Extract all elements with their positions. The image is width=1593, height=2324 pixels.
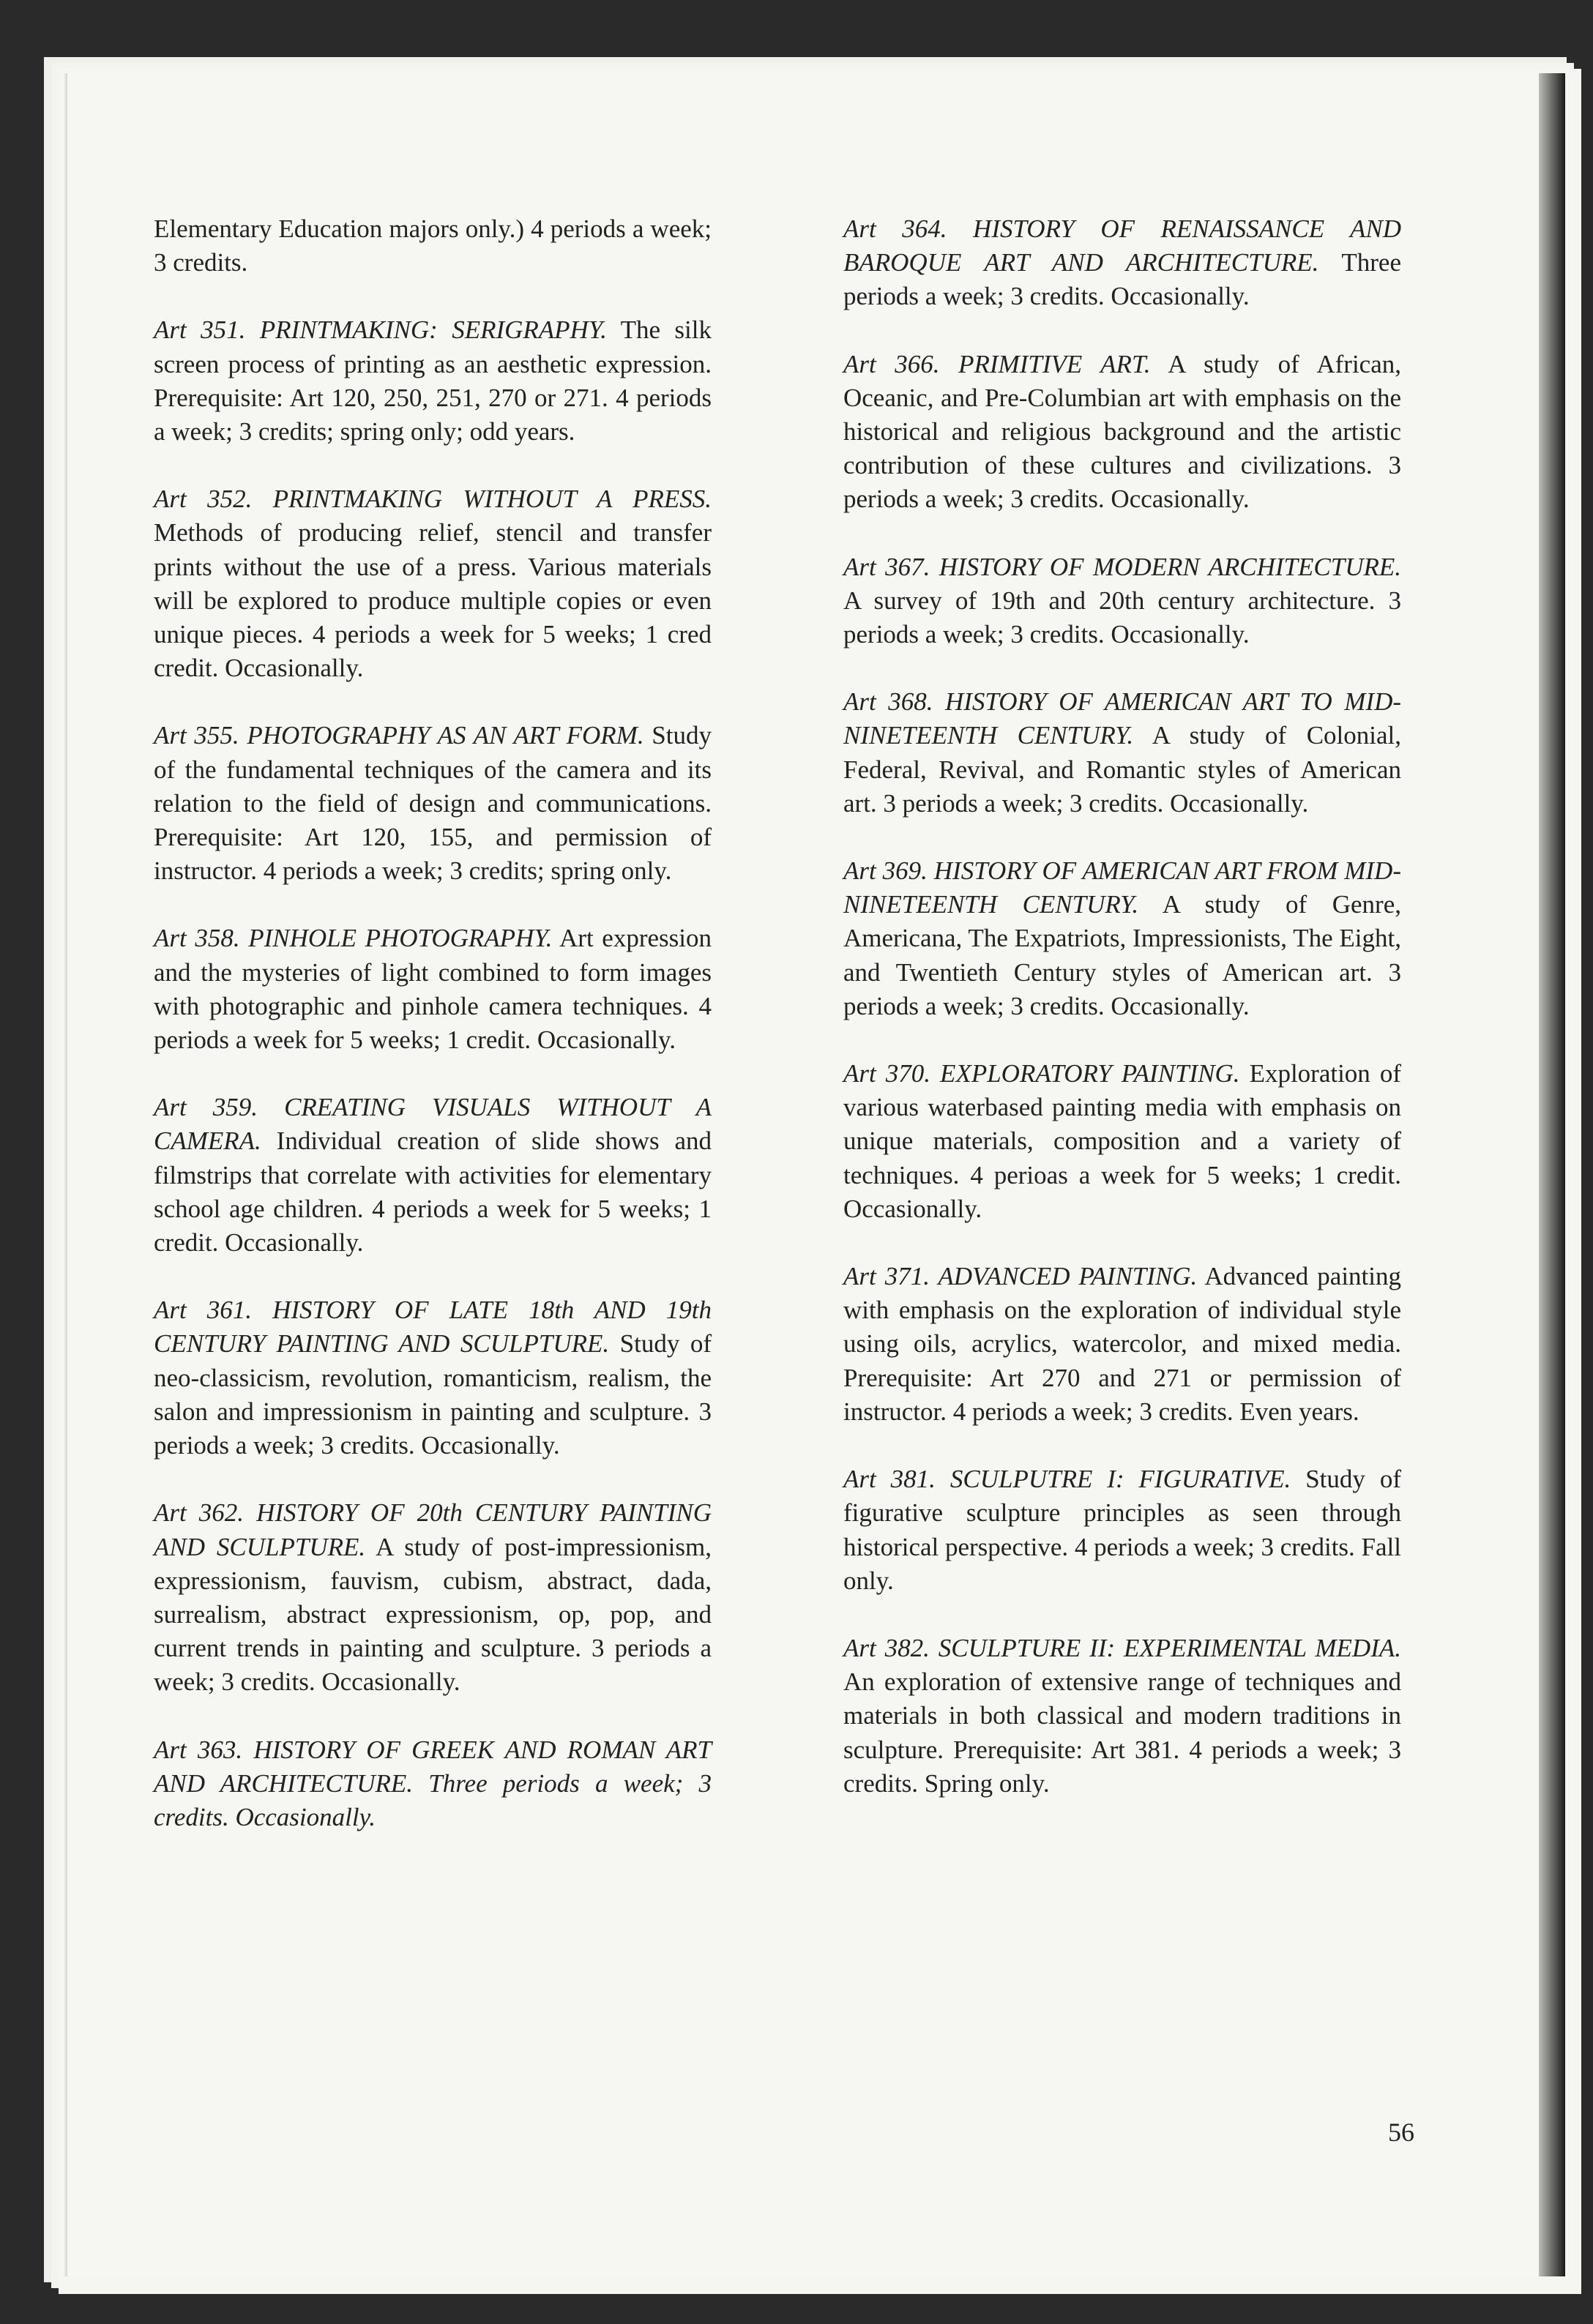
course-heading: Art 352. PRINTMAKING WITHOUT A PRESS. [154, 485, 712, 514]
course-heading: Art 371. ADVANCED PAINTING. [843, 1262, 1198, 1291]
course-entry-art-351 [154, 313, 712, 449]
course-entry-art-364 [843, 212, 1401, 314]
course-description: A study of Genre, Americana, The Expatriots, Impressionists, The Eight, and Twentieth Century styles of American art. 3 periods a week; 3 credits. Occasionally. [843, 890, 1401, 1020]
course-heading: Art 363. HISTORY OF GREEK AND ROMAN ART AND ARCHITECTURE. [154, 1735, 712, 1798]
course-entry-art-369 [843, 854, 1401, 1023]
course-description: Advanced painting with emphasis on the exploration of individual style using oils, acrylics, watercolor, and mixed media. Prerequisite: Art 270 and 271 or permission of instructor. 4 periods a week; 3 credits. Even years. [843, 1262, 1401, 1426]
course-entry-art-371 [843, 1260, 1401, 1429]
course-heading: Art 368. HISTORY OF AMERICAN ART TO MID-NINETEENTH CENTURY. [843, 687, 1401, 750]
course-heading: Art 370. EXPLORATORY PAINTING. [843, 1059, 1240, 1088]
course-entry-art-362 [154, 1496, 712, 1699]
course-entry-art-352 [154, 482, 712, 685]
course-heading: Art 361. HISTORY OF LATE 18th AND 19th CENTURY PAINTING AND SCULPTURE. [154, 1296, 712, 1359]
course-heading: Art 358. PINHOLE PHOTOGRAPHY. [154, 924, 553, 953]
course-description: Individual creation of slide shows and filmstrips that correlate with activities for elementary school age children. 4 periods a week for 5 weeks; 1 credit. Occasionally. [154, 1126, 712, 1258]
course-description: Study of figurative sculpture principles as seen through historical perspective. 4 periods a week; 3 credits. Fall only. [843, 1465, 1401, 1595]
course-heading: Art 364. HISTORY OF RENAISSANCE AND BAROQUE ART AND ARCHITECTURE. [843, 214, 1401, 277]
course-description: Exploration of various waterbased painting media with emphasis on unique materials, composition and a variety of techniques. 4 perioas a week for 5 weeks; 1 credit. Occasionally. [843, 1059, 1402, 1223]
course-entry-art-359 [154, 1091, 712, 1260]
course-entry-art-381 [843, 1462, 1401, 1598]
course-description: Study of the fundamental techniques of the camera and its relation to the field of design and communications. Prerequisite: Art 120, 155, and permission of instructor. 4 periods a week; 3 credits; spring only. [154, 721, 712, 886]
course-entry-art-368 [843, 685, 1401, 821]
course-entry-art-367 [843, 550, 1401, 652]
course-entry-art-358 [154, 922, 712, 1057]
course-heading: Art 382. SCULPTURE II: EXPERIMENTAL MEDIA. [843, 1633, 1401, 1662]
course-entry-art-361 [154, 1293, 712, 1462]
course-description: A study of African, Oceanic, and Pre-Columbian art with emphasis on the historical and religious background and the artistic contribution of these cultures and civilizations. 3 periods a week; 3 credits. Occasionally. [843, 349, 1401, 514]
course-description: Art expression and the mysteries of light combined to form images with photographic and pinhole camera techniques. 4 periods a week for 5 weeks; 1 credit. Occasionally. [154, 924, 712, 1055]
course-description: An exploration of extensive range of techniques and materials in both classical and modern traditions in sculpture. Prerequisite: Art 381. 4 periods a week; 3 credits. Spring only. [843, 1667, 1401, 1798]
course-description: A study of Colonial, Federal, Revival, and Romantic styles of American art. 3 periods a week; 3 credits. Occasionally. [843, 721, 1401, 818]
course-entry-art-382 [843, 1632, 1401, 1801]
course-description: Three periods a week; 3 credits. Occasionally. [843, 248, 1401, 311]
course-description: A survey of 19th and 20th century architecture. 3 periods a week; 3 credits. Occasionally. [843, 586, 1401, 649]
course-description: A study of post-impressionism, expressionism, fauvism, cubism, abstract, dada, surrealism, abstract expressionism, op, pop, and current trends in painting and sculpture. 3 periods a week; 3 credits. Occasionally. [154, 1532, 712, 1697]
left-column [154, 212, 712, 1868]
course-description: Study of neo-classicism, revolution, romanticism, realism, the salon and impressionism in painting and sculpture. 3 periods a week; 3 credits. Occasionally. [154, 1329, 712, 1460]
course-heading: Art 355. PHOTOGRAPHY AS AN ART FORM. [154, 721, 644, 750]
course-heading: Art 367. HISTORY OF MODERN ARCHITECTURE. [843, 552, 1401, 581]
course-heading: Art 369. HISTORY OF AMERICAN ART FROM MID-NINETEENTH CENTURY. [843, 856, 1401, 919]
course-heading: Art 381. SCULPUTRE I: FIGURATIVE. [843, 1465, 1291, 1494]
course-description: Methods of producing relief, stencil and transfer prints without the use of a press. Various materials will be explored to produce multiple copies or even unique pieces. 4 periods a week for 5 weeks; 1 cred credit. Occasionally. [154, 518, 712, 683]
binding-shadow [1539, 73, 1565, 2276]
course-description: The silk screen process of printing as an aesthetic expression. Prerequisite: Art 120, 250, 251, 270 or 271. 4 periods a week; 3 credits; spring only; odd years. [154, 315, 712, 447]
course-heading: Art 359. CREATING VISUALS WITHOUT A CAMERA. [154, 1093, 712, 1156]
course-heading: Art 366. PRIMITIVE ART. [843, 349, 1151, 378]
intro-text: Elementary Education majors only.) 4 periods a week; 3 credits. [154, 214, 712, 277]
course-heading: Art 351. PRINTMAKING: SERIGRAPHY. [154, 315, 607, 345]
intro-entry [154, 212, 712, 280]
course-entry-art-370 [843, 1057, 1401, 1226]
course-entry-art-366 [843, 348, 1401, 517]
course-description: Three periods a week; 3 credits. Occasionally. [154, 1768, 712, 1831]
course-entry-art-363 [154, 1733, 712, 1835]
course-entry-art-355 [154, 719, 712, 888]
course-heading: Art 362. HISTORY OF 20th CENTURY PAINTING AND SCULPTURE. [154, 1498, 712, 1561]
page-number: 56 [1388, 2118, 1414, 2147]
right-column [843, 212, 1401, 1834]
